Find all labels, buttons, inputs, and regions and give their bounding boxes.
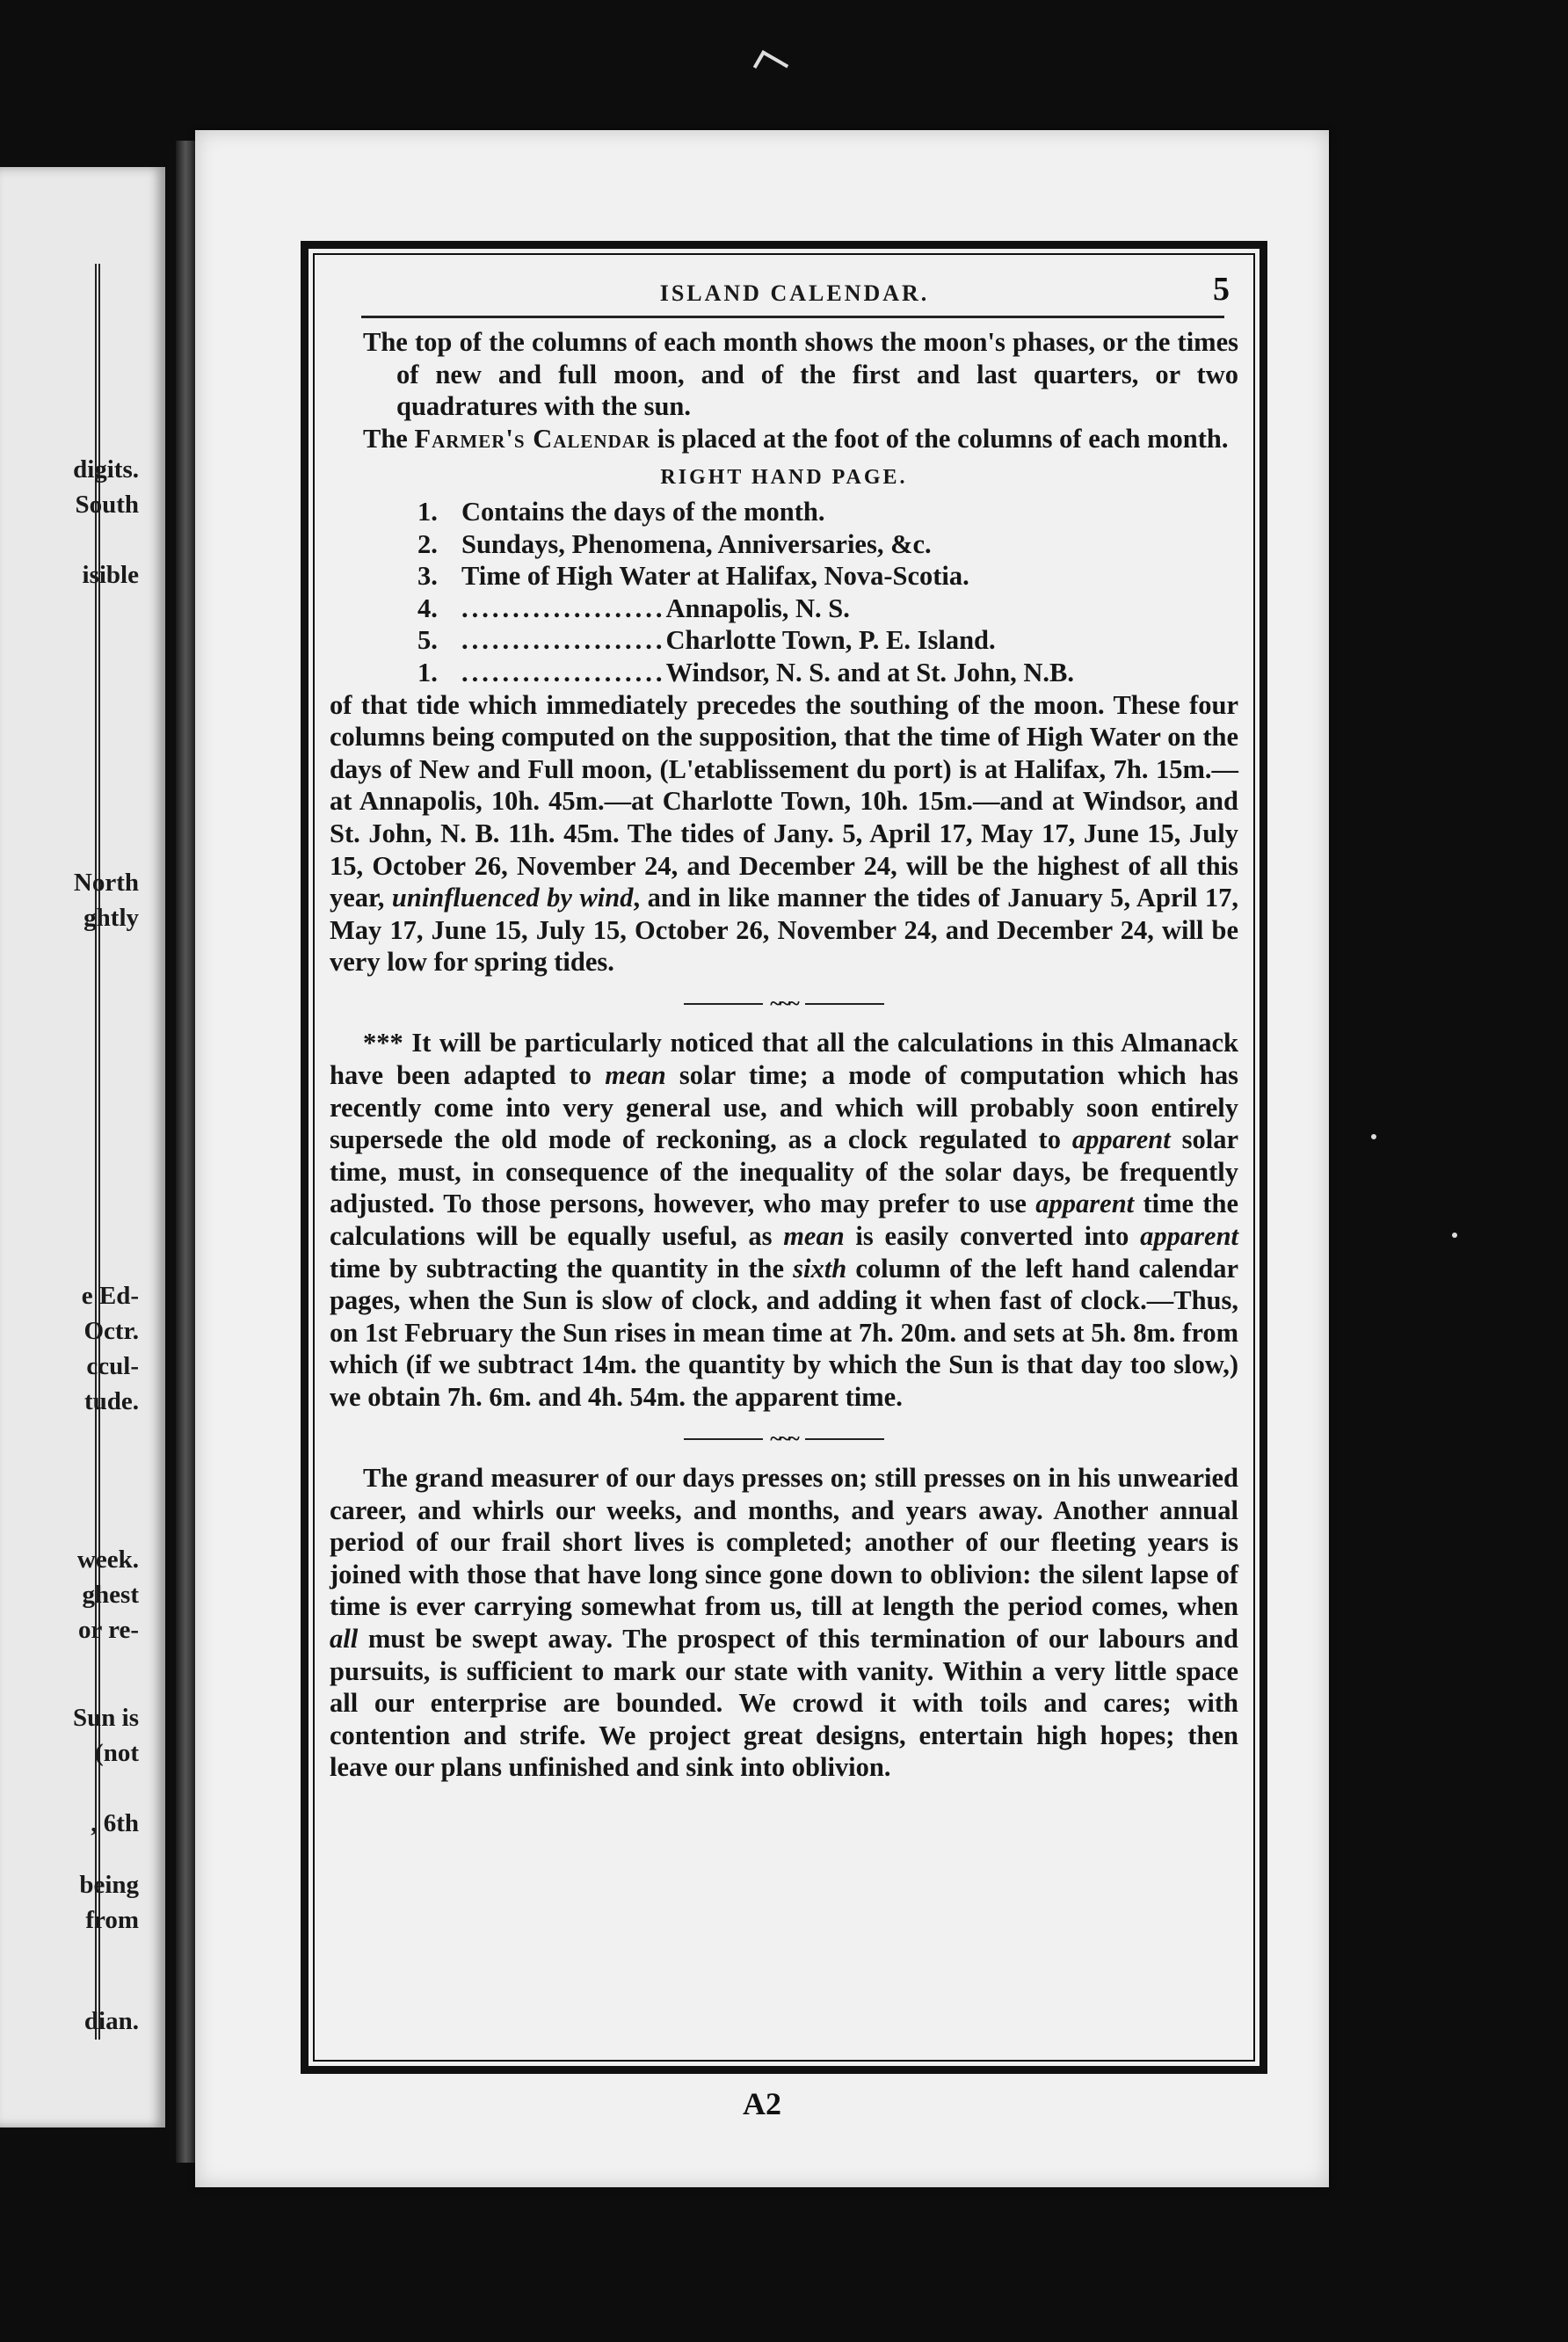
leader-dots: ....................: [461, 625, 666, 656]
list-item-number: 3.: [417, 561, 438, 592]
farmers-calendar-paragraph: The Farmer's Calendar is placed at the foot of the columns of each month.: [363, 423, 1229, 454]
left-page-fragment: being: [79, 1871, 139, 1899]
scan-speck: [1371, 1134, 1376, 1139]
left-page-fragment: South: [75, 491, 139, 519]
left-facing-page: [0, 167, 165, 2127]
main-page: [195, 130, 1329, 2187]
book-spine: [176, 141, 195, 2163]
right-hand-page-heading: RIGHT HAND PAGE.: [660, 466, 908, 490]
page-border: [301, 241, 1267, 2074]
list-item-number: 2.: [417, 528, 438, 559]
page-number: 5: [1213, 271, 1230, 308]
list-item-text: Time of High Water at Halifax, Nova-Scotia.: [461, 561, 969, 592]
left-page-fragment: , 6th: [91, 1809, 139, 1837]
grand-measurer-paragraph: The grand measurer of our days presses on; still presses on in his unwearied career, and whirls our weeks, and months, and years away. Another annual period of our frail short lives is completed; another of our fleeting years is joined with those that have long since gone down to oblivion: the silent lapse of time is ever carrying somewhat from us, till at length the period comes, when all must be swept away. The prospect of this termination of our labours and pursuits, is sufficient to mark our state with vanity. Within a very little space all our enterprise are bounded. We crowd it with toils and cares; with contention and strife. We project great designs, entertain high hopes; then leave our plans unfinished and sink into oblivion.: [330, 1462, 1238, 1783]
left-page-fragment: ccul-: [86, 1352, 139, 1380]
scan-speck: [1452, 1233, 1457, 1238]
left-page-fragment: dian.: [83, 2007, 139, 2035]
right-hand-page-list: [330, 496, 1238, 689]
list-item-number: 1.: [417, 657, 438, 687]
list-item: [417, 657, 1238, 689]
list-item: [417, 593, 1238, 625]
page-body: [330, 326, 1238, 1784]
list-item: [417, 496, 1238, 528]
left-page-fragment: ghtly: [83, 904, 139, 932]
mean-time-paragraph: *** It will be particularly noticed that all the calculations in this Almanack have been adapted to mean solar time; a mode of computation which has recently come into very general use, and which will probably soon entirely supersede the old mode of reckoning, as a clock regulated to apparent solar time, must, in consequence of the inequality of the solar days, be frequently adjusted. To those persons, however, who may prefer to use apparent time the calculations will be equally useful, as mean is easily converted into apparent time by subtracting the quantity in the sixth column of the left hand calendar pages, when the Sun is slow of clock, and adding it when fast of clock.—Thus, on 1st February the Sun rises in mean time at 7h. 20m. and sets at 5h. 8m. from which (if we subtract 14m. the quantity by which the Sun is that day too slow,) we obtain 7h. 6m. and 4h. 54m. the apparent time.: [330, 1028, 1239, 1412]
ornament-divider: ~~~: [330, 1427, 1238, 1449]
header-rule: [361, 316, 1224, 318]
left-page-fragment: Sun is: [73, 1704, 139, 1732]
left-page-fragment: ghest: [82, 1581, 139, 1609]
list-item-text: Windsor, N. S. and at St. John, N.B.: [665, 657, 1074, 687]
left-page-fragment: or re-: [78, 1616, 139, 1644]
ornament-divider: ~~~: [330, 993, 1238, 1015]
list-item: [417, 560, 1238, 593]
intro-paragraph: The top of the columns of each month shows the moon's phases, or the times of new and full moon, and of the first and last quarters, or two quadratures with the sun.: [363, 327, 1238, 422]
left-page-frame: [0, 264, 100, 2040]
left-page-fragment: isible: [82, 561, 139, 589]
left-page-fragment: North: [73, 869, 139, 897]
signature-mark: A2: [743, 2086, 781, 2121]
left-page-fragment: tude.: [83, 1387, 139, 1415]
list-item: [417, 624, 1238, 657]
page-header: [361, 273, 1228, 312]
left-page-fragment: digits.: [73, 455, 139, 484]
leader-dots: ....................: [461, 593, 666, 623]
list-item-text: Annapolis, N. S.: [665, 593, 850, 623]
left-page-fragment: Octr.: [83, 1317, 139, 1345]
leader-dots: ....................: [461, 657, 666, 687]
left-page-fragment: (not: [95, 1739, 139, 1767]
left-page-fragment: e Ed-: [81, 1282, 139, 1310]
list-item-number: 5.: [417, 625, 438, 656]
list-item-number: 4.: [417, 593, 438, 623]
list-item-text: Charlotte Town, P. E. Island.: [665, 625, 996, 656]
farmers-calendar-smallcaps: Farmer's Calendar: [414, 423, 651, 454]
running-title: ISLAND CALENDAR.: [659, 280, 930, 306]
list-item: [417, 528, 1238, 561]
scan-mark: [753, 50, 788, 82]
left-page-fragment: from: [85, 1906, 139, 1934]
list-item-text: Sundays, Phenomena, Anniversaries, &c.: [461, 528, 932, 559]
tides-paragraph: of that tide which immediately precedes the southing of the moon. These four columns being computed on the supposition, that the time of High Water on the days of New and Full moon, (L'etablissement du port) is at Halifax, 7h. 15m.—at Annapolis, 10h. 45m.—at Charlotte Town, 10h. 15m.—and at Windsor, and St. John, N. B. 11h. 45m. The tides of Jany. 5, April 17, May 17, June 15, July 15, October 26, November 24, and December 24, will be the highest of all this year, uninfluenced by wind, and in like manner the tides of January 5, April 17, May 17, June 15, July 15, October 26, November 24, and December 24, will be very low for spring tides.: [330, 689, 1239, 978]
list-item-number: 1.: [417, 496, 438, 527]
list-item-text: Contains the days of the month.: [461, 496, 825, 527]
left-page-fragment: week.: [76, 1546, 139, 1574]
